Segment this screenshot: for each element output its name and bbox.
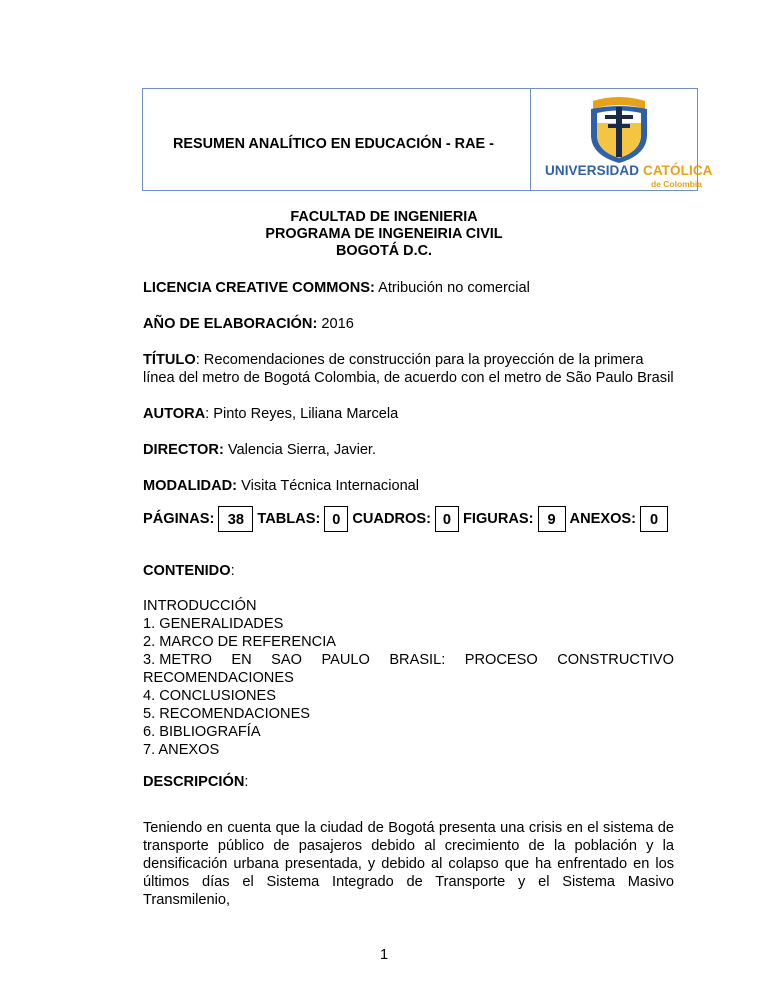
- modality-label: MODALIDAD:: [143, 478, 238, 494]
- header-table: [142, 88, 713, 191]
- director-value: Valencia Sierra, Javier.: [227, 442, 377, 458]
- counts-row: [143, 506, 672, 532]
- license-field: [143, 279, 530, 297]
- author-value: : Pinto Reyes, Liliana Marcela: [205, 406, 399, 422]
- header-title-cell: [143, 89, 531, 190]
- toc-item: 2. MARCO DE REFERENCIA: [143, 634, 336, 650]
- description-line: transporte público de pasajeros debido al crecimiento de la población y la: [143, 838, 674, 854]
- toc-item: 4. CONCLUSIONES: [143, 688, 276, 704]
- modality-field: [143, 477, 419, 495]
- toc-item: INTRODUCCIÓN: [143, 598, 257, 614]
- toc-item-continuation: RECOMENDACIONES: [143, 670, 294, 686]
- tables-count: 0: [324, 506, 348, 532]
- university-name: UNIVERSIDAD CATÓLICA: [545, 163, 713, 178]
- title-field: [143, 351, 674, 387]
- description-line: Teniendo en cuenta que la ciudad de Bogotá presenta una crisis en el sistema de: [143, 820, 674, 836]
- toc-item: 6. BIBLIOGRAFÍA: [143, 724, 261, 740]
- faculty-line: FACULTAD DE INGENIERIA: [290, 209, 478, 225]
- header-logo-cell: [531, 89, 713, 190]
- program-line: PROGRAMA DE INGENEIRIA CIVIL: [265, 226, 503, 242]
- contents-label: CONTENIDO: [143, 563, 231, 579]
- university-shield-logo: [583, 95, 655, 165]
- year-label: AÑO DE ELABORACIÓN:: [143, 316, 318, 332]
- author-label: AUTORA: [143, 406, 206, 422]
- title-label: TÍTULO: [143, 352, 196, 368]
- toc-item: 5. RECOMENDACIONES: [143, 706, 311, 722]
- description-body: [143, 819, 674, 909]
- license-label: LICENCIA CREATIVE COMMONS:: [143, 280, 375, 296]
- page-number: 1: [379, 947, 389, 963]
- license-value: Atribución no comercial: [378, 280, 530, 296]
- description-line: densificación urbana presentada, y debido al colapso que ha enfrentado en los: [143, 856, 674, 872]
- toc-item: 3. METRO EN SAO PAULO BRASIL: PROCESO CONSTRUCTIVO: [143, 652, 674, 668]
- university-subname: de Colombia: [651, 179, 703, 189]
- year-field: [143, 315, 354, 333]
- pages-label: PÁGINAS:: [143, 511, 215, 527]
- director-label: DIRECTOR:: [143, 442, 224, 458]
- charts-label: CUADROS:: [352, 511, 431, 527]
- description-label: DESCRIPCIÓN: [143, 774, 245, 790]
- city-line: BOGOTÁ D.C.: [336, 243, 432, 259]
- document-type-title: RESUMEN ANALÍTICO EN EDUCACIÓN - RAE -: [173, 136, 494, 152]
- modality-value: Visita Técnica Internacional: [241, 478, 420, 494]
- description-heading: DESCRIPCIÓN:: [143, 774, 249, 790]
- figures-count: 9: [538, 506, 566, 532]
- faculty-heading: [0, 209, 768, 260]
- annexes-count: 0: [640, 506, 668, 532]
- contents-heading: CONTENIDO:: [143, 563, 235, 579]
- pages-count: 38: [218, 506, 253, 532]
- toc-item: 7. ANEXOS: [143, 742, 220, 758]
- title-value: : Recomendaciones de construcción para la proyección de la primera línea del metro de Bogotá Colombia, de acuerdo con el metro de São Paulo Brasil: [143, 352, 674, 386]
- tables-label: TABLAS:: [257, 511, 321, 527]
- toc-item: 1. GENERALIDADES: [143, 616, 284, 632]
- annexes-label: ANEXOS:: [569, 511, 637, 527]
- charts-count: 0: [435, 506, 459, 532]
- author-field: [143, 405, 398, 423]
- description-line: últimos días el Sistema Integrado de Transporte y el Sistema Masivo Transmilenio,: [143, 874, 674, 908]
- figures-label: FIGURAS:: [462, 511, 534, 527]
- director-field: [143, 441, 376, 459]
- table-of-contents: [143, 597, 674, 759]
- year-value: 2016: [321, 316, 354, 332]
